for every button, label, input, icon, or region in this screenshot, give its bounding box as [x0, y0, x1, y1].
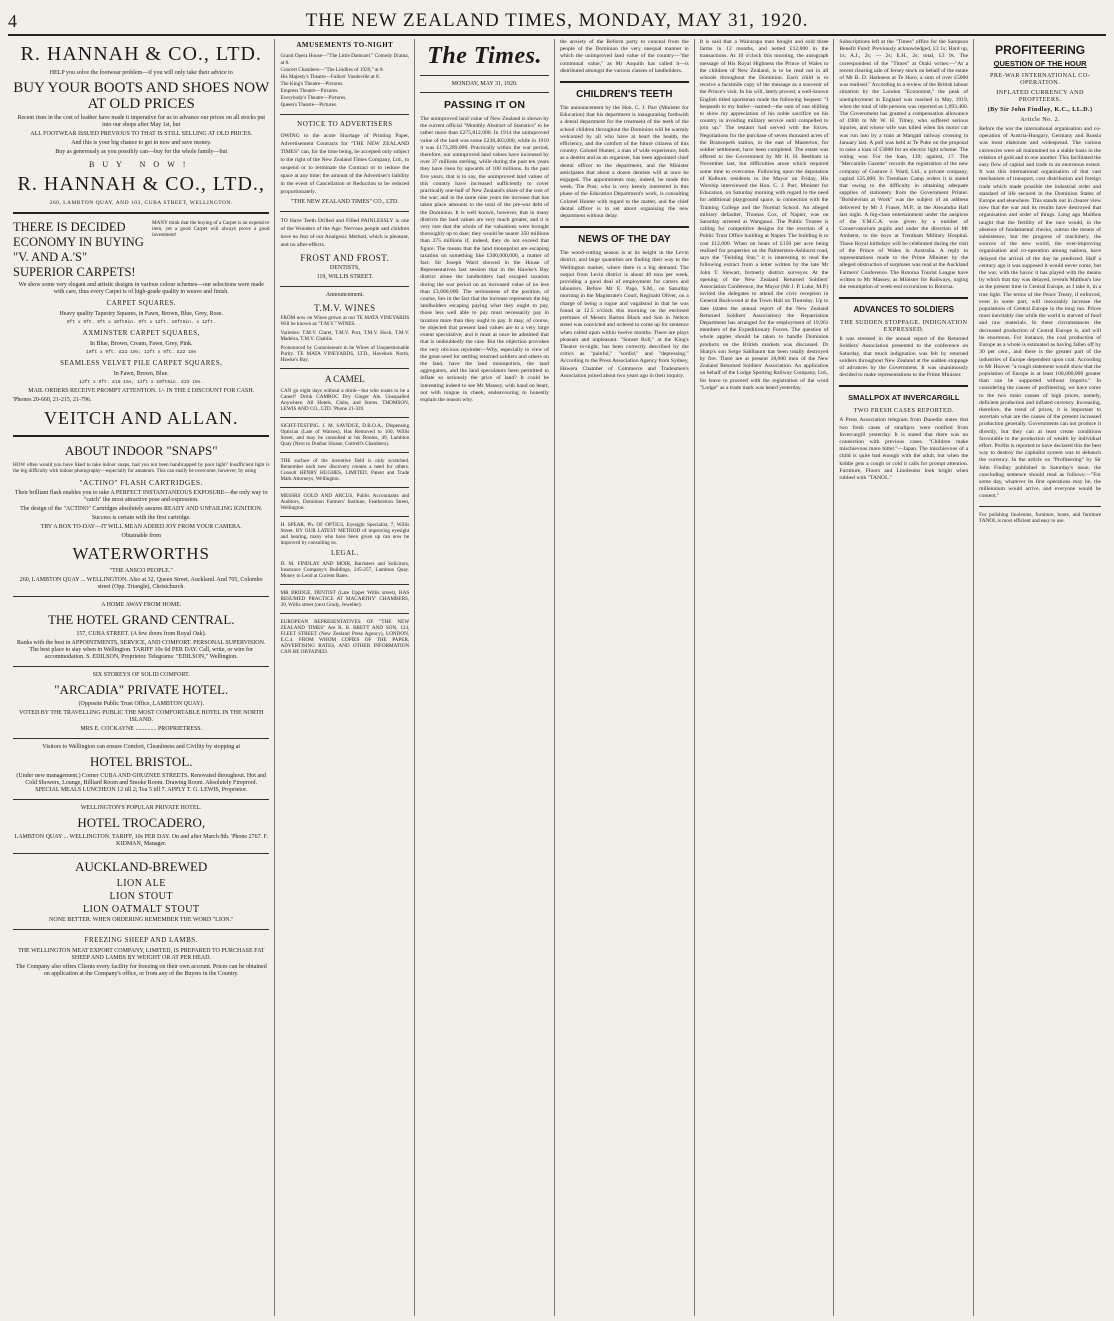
editorial-body: The unimproved land value of New Zealand is shown by the current official "Monthly Abstract of Statistics" to be rather more than £275,812,000. In 1914 the unimproved value of the land was some £238,403,000, while in 1910 it was £173,289,000. Practically within the war period, therefore, our unimproved land values have increased by over 37 millions sterling, while during the past ten years they have risen by upwards of 100 millions. In the past five years, that is to say, the unimproved land values of this country have increased sufficiently to cover practically one-half of New Zealand's share of the cost of the war; and in the same nine years the increase that has taken place amounts to the total of the pre-war debt of the Dominion. It is well known, however, that in many districts the land values are very much greater, and it is very rare that the whole of the valuations were brought thoroughly up to date; they would be nearer 350 millions than 275 millions if, indeed, they do not exceed that figure. The means that the land monopolist are escaping taxation on something like £300,000,000, a matter of fact. Sir Joseph Ward showed in the House of Representatives last session that in the Hawke's Bay district alone the landholders had escaped taxation during the war period on an increased value of no less than £3,000,000. The seriousness of the position, of course, lies in the fact that the increase represents the big landholders escaping paying what they ought to pay, those less well able to pay must necessarily pay in taxation more than they ought to pay. It may, of course, be objected that present land values are to a very large extent speculative; and it must at once be admitted that that is undoubtedly the case. But the objection provokes the very obvious rejoinder—Why, especially in view of the great need for settling returned soldiers and others on the land, have the land monopolists, the land aggregators, and the land speculators been permitted to inflate so seriously the price of land? It could be interesting indeed to see Mr Massey, with hand on heart, not with tongue in cheek, endeavouring to honestly explain the reason why. [420, 116, 549, 403]
tmv-varieties: Varieties: T.M.V. Claret, T.M.V. Port, T.M.V. Hock, T.M.V. Madeira, T.M.V. Chablis. [280, 330, 410, 342]
waterworths-tagline: "THE ANSCO PEOPLE." [109, 568, 173, 574]
hannah-ad-buy-now: BUY NOW! [89, 160, 194, 169]
freezing-note: The Company also offers Clients every facility for freezing on their own account. Prices can be obtained on application at the Company's office, or from any of the Buyers in the Country. [15, 964, 267, 977]
veitch-phones: 'Phones 20-660, 21-215, 21-796. [13, 397, 92, 403]
tanol-ad: For polishing linoleums, furniture, boots, and furniture TANOL is most efficient and easy to use. [979, 511, 1102, 524]
flash-ad-obtain: Obtainable from [121, 533, 161, 539]
flash-ad-try: TRY A BOX TO-DAY—IT WILL MEAN ADDED JOY FROM YOUR CAMERA. [40, 524, 242, 530]
velvet-prices: 12ft x 9ft. £19 15s; 12ft x 10ft6in. £23 10s. [79, 380, 204, 385]
freezing-body: THE WELLINGTON MEAT EXPORT COMPANY, LIMITED, IS PREPARED TO PURCHASE FAT SHEEP AND LAMBS BY WEIGHT OR AT PER HEAD. [18, 948, 265, 961]
hannah-ad-headline: BUY YOUR BOOTS AND SHOES NOW AT OLD PRICES [13, 80, 270, 112]
times-logo: The Times. [427, 43, 542, 69]
frost-name: FROST AND FROST. [300, 253, 390, 263]
profiteering-headline: PROFITEERING [995, 43, 1086, 57]
hannah-ad-address: 260, LAMBTON QUAY, AND 103, CUBA STREET, WELLINGTON. [49, 200, 233, 206]
hannah-ad-firm-2: R. HANNAH & CO., LTD., [17, 173, 265, 195]
optician-ad: SIGHT-TESTING. J. M. SAVIDGE, D.B.O.A., Dispensing Optician (Late of Warnes), Has Removed to 100, Willis Street, and may be consulted at his Rooms, 49, Lambton Quay (Next to Dunbar Sloane, Cottrell's Chambers). [280, 423, 410, 447]
spear-optics-ad: H. SPEAR, Ph. OF OPTICS, Eyesight Specialist, 7, Willis Street. BY OUR LATEST METHOD of improving eyesight and hearing, many who have been given up can now be improved by consulting us. [280, 522, 410, 546]
editorial-date: MONDAY, MAY 31, 1920. [451, 81, 518, 87]
carpet-ad [13, 220, 269, 280]
lion-none-better: NONE BETTER. WHEN ORDERING REMEMBER THE WORD "LION." [49, 917, 234, 923]
hannah-ad-buy-note: Buy as generously as you possibly can—buy for the whole family—but [55, 149, 228, 155]
grand-central-body: Ranks with the best in APPOINTMENTS, SERVICE, AND COMFORT. PERSONAL SUPERVISION. The best place to stay when in Wellington. TARIFF 10s 6d PER DAY. Call, write, or wire for accommodation. S. EDILSON, Proprietor. Telegrams: "EDILSON," Wellington. [17, 640, 266, 660]
editorial-headline: PASSING IT ON [443, 99, 526, 111]
profiteering-byline: (By Sir John Findlay, K.C., LL.D.) [987, 106, 1093, 113]
amusements-list [280, 53, 409, 109]
tmv-announcement: Announcement. [325, 292, 364, 298]
carpet-ad-headline: THERE IS DECIDED ECONOMY IN BUYING "V. AND A.'S" SUPERIOR CARPETS! [13, 220, 144, 279]
snaps-ad-headline: ABOUT INDOOR "SNAPS" [64, 443, 218, 458]
lion-stout: LION STOUT [109, 891, 173, 902]
velvet-heading: SEAMLESS VELVET PILE CARPET SQUARES, [60, 359, 223, 367]
actino-flash-title: "ACTINO" FLASH CARTRIDGES. [79, 478, 203, 487]
childrens-teeth-headline: CHILDREN'S TEETH [576, 89, 673, 101]
frost-ad-body: TO Have Teeth Drilled and Filled PAINLESSLY is one of the Wonders of the Age. Nervous people and children have no fear of our Analgesic Method, which is pleasant, and no after-effects. [280, 218, 410, 248]
hannah-ad-body: Recent rises in the cost of leather have made it imperative for us to advance our prices on all stocks put into our shops after May 1st, but [17, 115, 266, 128]
newspaper-title: THE NEW ZEALAND TIMES, MONDAY, MAY 31, 1920. [305, 10, 809, 31]
lion-oatmalt-stout: LION OATMALT STOUT [82, 904, 200, 915]
auckland-brewed: AUCKLAND-BREWED [75, 859, 208, 874]
news-column-6-body: Subscriptions left at the "Times" office for the Sampson Benefit Fund: Previously acknowledged, £3 1s; Hard up, 1s; A.J., 2s; — 2s; E.H., 2s; total, £3 9s. The correspondent of the "Times" at Otaki writes:—"At a recent clearing sale of Jersey stock on behalf of the estate of Mr B. D. Harkness at Te Horo, a sum of over £5000 was realised." According to a review of the British labour situation by the London "Economist," the peak of unemployment in England was reached in May, 1919, when the total of idle persons was reported as 1,093,400. The Government has granted a compensation allowance of £900 to Mr W. H. Tilney, who suffered serious injuries, and whose wife was killed when his motor car was run into by a train at Mangati railway crossing in January last. A poll was held at Te Puke on the proposal to raise a loan of £3000 for an electric light scheme. The voting was: For the loan, 139; against, 17. The "Mercantile Gazette" records the registration of the new company of Gustave J. Ward, Ltd., a private company, capital £25,000. In Trentham Camp orders it is stated that owing to the difficulty in obtaining adequate supplies of stationery from the Government Printer. "Bolshevism at Work" was the subject of an address delivered by Mr J. Fraser, M.P., in the Alexandra Hall last night. A big-class entertainment under the auspices of the Y.M.C.A. was given by a number of Conservatorium pupils and under the direction of Mr Amherst, to the boys at Trentham Military Hospital. Those Royal birthdays will be celebrated during the visit of the Prince of Wales in Australia. A reply to representations made to the Prime Minister by the alleged obstruction of surpluses was read at the Auckland Farmers' Conference. The Rotorua Tourist League have written to Mr Massey, as Minister for Railways, urging the resumption of week-end excursions to Rotorua. [839, 39, 969, 290]
smallpox-subheading: TWO FRESH CASES REPORTED. [853, 407, 954, 415]
camel-ad-body: CAN go eight days without a drink—but who wants to be a Camel? Drink CAMROC Dry Ginger Ale. Unequalled Anywhere. All Hotels, Clubs, and Stores. THOMSON, LEWIS AND CO., LTD. 'Phone 21-339. [280, 388, 410, 412]
trocadero-name: HOTEL TROCADERO, [77, 815, 206, 830]
hannah-ad-firm: R. HANNAH & CO., LTD. [20, 43, 262, 65]
hannah-ad-notice: ALL FOOTWEAR ISSUED PREVIOUS TO THAT IS STILL SELLING AT OLD PRICES. [30, 131, 253, 137]
trocadero-intro: WELLINGTON'S POPULAR PRIVATE HOTEL. [80, 805, 202, 811]
mail-orders-note: MAIL ORDERS RECEIVE PROMPT ATTENTION. 1/- IN THE £ DISCOUNT FOR CASH. [28, 388, 255, 394]
notice-signature: "THE NEW ZEALAND TIMES" CO., LTD. [290, 199, 399, 205]
veitch-allan-name: VEITCH AND ALLAN. [43, 408, 239, 428]
axminster-colours: In Blue, Brown, Cream, Fawn, Grey, Pink. [89, 341, 193, 347]
editorial-continued: the anxiety of the Reform party to conceal from the people of the Dominion the very unequal manner in which the unimproved land value of the country—"the communal value," as Mr Asquith has called it—is distributed amongst the various classes of landholders. [559, 39, 689, 74]
frost-subtitle: DENTISTS, [329, 265, 360, 271]
amusement-item: Queen's Theatre—Pictures. [280, 102, 338, 108]
freezing-heading: FREEZING SHEEP AND LAMBS. [84, 936, 198, 944]
smallpox-body: A Press Association telegram from Dunedin states that two fresh cases of smallpox were notified from Invercargill yesterday. It is stated that there was no connection with previous cases. "Children make mischievous more bitter."—Japan. The mischievous of a child is quite bad enough with the adult, but when the kiddie gets a cough or cold it calls for prompt attention. Furniture, Floors and Linoleums look bright when rubbed with "TANOL." [839, 417, 969, 481]
trocadero-body: LAMBTON QUAY ... WELLINGTON. TARIFF, 10s PER DAY. On and after March 8th. 'Phone 2767. F. KIDMAN, Manager. [14, 834, 268, 847]
column-1-advertisements [8, 39, 275, 1316]
column-4-news [555, 39, 695, 1316]
page-number: 4 [8, 10, 17, 31]
velvet-colours: In Fawn, Brown, Blue. [113, 371, 169, 377]
carpet-squares-colours: Heavy quality Tapestry Squares, in Fawn, Brown, Blue, Grey, Rose. [59, 311, 224, 317]
flash-ad-success: Success is certain with the first cartridge. [91, 515, 191, 521]
amusement-item: Empress Theatre—Pictures. [280, 88, 339, 94]
arcadia-voted: VOTED BY THE TRAVELLING PUBLIC THE MOST COMFORTABLE HOTEL IN THE NORTH ISLAND. [18, 710, 264, 723]
arcadia-address: (Opposite Public Trust Office, LAMBTON QUAY). [78, 701, 204, 707]
carpet-squares-heading: CARPET SQUARES. [106, 299, 177, 307]
profiteering-subheadline: QUESTION OF THE HOUR [993, 59, 1087, 68]
smallpox-headline: SMALLPOX AT INVERCARGILL [848, 393, 960, 403]
childrens-teeth-body: The announcement by the Hon. C. J. Parr (Minister for Education) that his department is inaugurating forthwith a dental department for the treatment of the teeth of the school children throughout the Dominion will be warmly welcomed by all who have at heart the health, the efficiency, and the comfort of the future citizens of this country. Colonel Hunter, a man of wide experience, both as a dentist and as an organiser, has been appointed chief dental officer to the department, and the Minister anticipates that about a dozen dentists will at once be engaged. The appointments may, indeed, be made this week. The Post, who is very keenly interested in this phase of the Education Department's work, is consulting Colonel Hunter with regard to the matter, and the chief dental officer is to set about organising the new department without delay. [559, 105, 689, 220]
axminster-heading: AXMINSTER CARPET SQUARES, [82, 329, 200, 337]
advances-subheading: THE SUDDEN STOPPAGE. INDIGNATION EXPRESSED. [840, 319, 968, 334]
masthead [8, 8, 1106, 36]
carpet-ad-body: We show some very elegant and artistic designs in various colour schemes—our selections were made with care, thus every Carpet is of high-grade quality in weave and finish. [18, 282, 264, 295]
amusement-item: Everybody's Theatre—Pictures. [280, 95, 347, 101]
patents-ad: THE surface of the inventive field is only scratched. Remember each new discovery creates a need for others. Consult HENRY HUGHES, LIMITED, Patent and Trade Mark Attorneys, Wellington. [280, 458, 410, 482]
grand-central-address: 157, CUBA STREET. (A few doors from Royal Oak). [76, 631, 207, 637]
amusement-item: The King's Theatre—Pictures. [280, 81, 344, 87]
arcadia-name: "ARCADIA" PRIVATE HOTEL. [54, 682, 229, 697]
axminster-prices: 10ft x 9ft. £22 10s; 12ft x 9ft. £22 10s [86, 350, 197, 355]
arcadia-proprietress: MRS E. COCKAYNE .............. PROPRIETRESS. [80, 726, 203, 732]
amusement-item: Concert Chambers—"The Lindlies of 1920," at 8. [280, 67, 384, 73]
bristol-intro: Visitors to Wellington can ensure Comfort, Cleanliness and Civility by stopping at [42, 744, 241, 750]
grand-central-name: THE HOTEL GRAND CENTRAL. [47, 612, 235, 627]
profiteering-subheading-1: PRE-WAR INTERNATIONAL CO-OPERATION. [990, 72, 1091, 86]
home-away-line: A HOME AWAY FROM HOME. [101, 602, 182, 608]
hannah-ad-chance: And this is your big chance to get in now and save money. [71, 140, 212, 146]
lion-ale: LION ALE [116, 878, 166, 889]
tmv-wines-title: T.M.V. WINES [314, 303, 376, 313]
column-3-editorial [415, 39, 555, 1316]
flash-ad-body: Their brilliant flash enables you to take A PERFECT INSTANTANEOUS EXPOSURE—the only way to "catch" the most attractive pose and expression. [14, 490, 268, 503]
column-6-news [834, 39, 974, 1316]
advances-body: It was stressed in the annual report of the Returned Soldiers' Association presented to the conference on Saturday, that much indignation was felt by returned soldiers throughout New Zealand at the sudden stoppage of advances by the Government. It was unanimously decided to make representations to the Prime Minister. [839, 336, 969, 379]
flash-ad-design: The design of the "ACTINO" Cartridges absolutely assures READY AND UNFAILING IGNITION. [20, 506, 263, 512]
waterworths-address: 260, LAMBTON QUAY ... WELLINGTON. Also at 32, Queen Street, Auckland. And 705, Colombo street (Opp. Triangle), Christchurch. [19, 577, 263, 590]
news-of-the-day-body: The wood-cutting season is at its height in the Levin district, and large quantities are finding their way to the Wellington market, where there is a big demand. The output from Levin district is about 40 tons per week, providing a good deal of employment for carters and labourers. Before Mr E. Page, S.M., on Saturday morning in the Magistrate's Court, Reginald Oliver, on a charge of being a rogue and vagabond in that he was found at 12.5 o'clock this morning on the enclosed premises of Messrs Barton Black and Son in Nelson street was convicted and ordered to come up for sentence when called upon within twelve months. There are plays pleasant and unpleasant. "Sunset Roll," at the King's Theatre to-night, has been correctly described by the critics as "painful," "sordid," and "depressing." According to the Press Association Agency from Sydney, Hawera Chamber of Commerce and Tradesmen's Association joined about two years ago in their inquiry. [559, 250, 689, 379]
amusement-item: His Majesty's Theatre—Fullers' Vaudeville at 8. [280, 74, 380, 80]
camel-ad-headline: A CAMEL [324, 374, 365, 384]
european-representatives-ad: EUROPEAN REPRESENTATIVES OF "THE NEW ZEALAND TIMES" Are R. B. BRETT AND SON, 124, FLEET STREET (New Zealand Press Agency), LONDON, E.C.4. FROM WHOM COPIES OF THE PAPER, ADVERTISING RATES, AND OTHER INFORMATION CAN BE OBTAINED. [280, 619, 410, 655]
legal-heading: LEGAL. [331, 549, 359, 557]
carpet-ad-side-text: MANY think that the buying of a Carpet is an expensive item, yet a good Carpet will always prove a good investment! [152, 220, 270, 238]
bridge-dentist-ad: MR BRIDGE, DENTIST (Late Upper Willis street), HAS RESUMED PRACTICE AT MACARTHY' CHAMBERS, 30, Willis street (next Grady, Jeweller). [280, 590, 410, 608]
amusements-heading: AMUSEMENTS TO-NIGHT [296, 41, 394, 49]
frost-address: 119, WILLIS STREET. [316, 274, 374, 280]
notice-body: OWING to the acute Shortage of Printing Paper, Advertisement Contracts for "THE NEW ZEALAND TIMES" can, for the time being, be accepted only subject to the right of the New Zealand Times Company, Ltd., to suspend or to terminate the Contract or to reduce the space at any time; the amount of the Advertiser's liability in the event of Cancellation or Reduction to be reduced proportionately. [280, 133, 410, 195]
carpet-squares-prices: 9ft x 9ft. 9ft x 10ft6in. 9ft x 12ft. 10ft6in. x 12ft. [66, 320, 216, 325]
bristol-name: HOTEL BRISTOL. [89, 754, 193, 769]
news-column-5-body: It is said that a Wairarapa man bought and sold three farms in 12 months, and netted £12,000 in the transactions. At 10 o'clock this morning, the autograph message of His Royal Highness the Prince of Wales to the children of New Zealand, is to be read out in all schools throughout the Dominion. Each child is to receive a facsimile copy of the message as a souvenir of the Prince's visit. In his will, lately proved, a well-known English titled sportsman made the following bequest: "I bequeath to my butler—named—the sum of one shilling to show my appreciation of his noble sacrifice on his country in avoiding military service until compelled to join up." The testator had served with the forces. Negotiations for the purchase of seven thousand acres of the Brancepeth station, in the east of Masterton, for soldier settlement, have been completed. The estate was offered to the Government by Mr H. H. Beetham in November last, but difficulties arose which required some time to overcome. Following upon the deputation of Kelburn residents to the Mayor on Friday, His Worship interviewed the Hon. C. J. Parr, Minister for Education, on Saturday morning with regard to the need for additional playground space, in connection with the Training College and the Normal School. An alleged military defaulter, Thomas Cox, of Napier, was on Saturday arrested at Wanganui. The Public Trustee is calling for competitive designs for the erection of a Public Trust Office building at Napier. The building is to cost £12,000. When on heats of £150 per acre being realised for properties on the Palmerston-Ashhurst road, says the "Feilding Star," it is interesting to read the following extract from a letter written by the late Mr John T. Stewart, formerly district surveyor. At the opening of the New Zealand Returned Soldiers' Association Conference, the Mayor (Mr J. P. Luke, M.P.) invited the delegates to attend the civic reception in General Buckwood at the Town Hall on Thursday. Up to date (states the annual report of the New Zealand Returned Soldiers' Association) the Repatriation Department has arranged for the employment of 19,961 members of the Expeditionary Forces. The question of whole apples should be taken to handle Dominion products on the British markets was discussed. Dr Sharp's son Serge Sahlbaum has been totally destroyed by fire. There are at present 18,000 men of the New Zealand Returned Soldiers' Association. An application on behalf of the Lodge Sporting Railway Company, Ltd., for leave to proceed with the registration of the word "Lodge" as a trade mark was heard yesterday. [699, 39, 829, 391]
profiteering-body: Before the war the international organisation and co-operation of Austria-Hungary, Germany and Russia was most elaborate and widespread. The various currencies were all maintained on a stable basis in the relation of gold and to one another. This facilitated the easy flow of capital and trade to an enormous extent. It was this international organisation of that vast mechanism of transport, cost distribution and foreign trade which made possible the industrial order and standard of life secured in the Dominion States of Europe and elsewhere. This stands out in clearer view now that the war and its results have destroyed that organisation and order of things. Long ago Malthus taught that the fertility of the race would, in the absence of fundamental checks, outrun the means of subsistence, but the progress of machinery, the sources of the new world, the ever-improving organisation and co-operation among nations, have delayed the arrival of the day he predicted. Half a century ago it was supposed it would never come, but the war, with the havoc it has played with the means by which that day was delayed, reveals Malthus's law as the present time in Central Europe, as I take it, in a true light. The terms of the Peace Treaty, if enforced, even in some part, will inexorably increase the populations of Central Europe in the long run. Prices must inevitably rise while the world is starved of food and raw materials. In these circumstances the decreased production of Central Europe is, and will be enormous. For instance, the coal production of Europe as a whole is estimated as having fallen off by 30 per cent., and there is the greater part of the industries of Europe dependent upon coal. According to Mr Hoover "a rough statement would show that the population of Europe is at least 100,000,000 greater than can be supported without imports." In considering the causes of profiteering, we have come to the two main causes of high prices, namely, deficient production and inflated currency. Increasing, therefore, the trend of prices, it is important to ascertain what are the causes of the present increased production generally. Governments can not produce it directly, but they can at least create conditions favourable to the production of wealth by individual effort. Profits is reported to have declared this the best way to destroy the capitalist system was to debauch the currency. In the article on "Profiteering" by Sir John Findlay published in Saturday's issue, the concluding sentence should read as follows:—"For some day, whatever its first operations may be, the millennium would arrive, and everyone would be content." [979, 126, 1102, 500]
column-7-profiteering [974, 39, 1106, 1316]
profiteering-article-number: Article No. 2. [1020, 116, 1060, 123]
profiteering-subheading-2: INFLATED CURRENCY AND PROFITEERS. [996, 89, 1084, 103]
columns [8, 39, 1106, 1316]
column-2-small-ads [275, 39, 415, 1316]
column-5-news [695, 39, 835, 1316]
advances-headline: ADVANCES TO SOLDIERS [853, 305, 955, 315]
hannah-ad-intro: HELP you solve the footwear problem—if you will only take their advice to [49, 70, 233, 76]
tmv-body: FROM now on Wines grown at our TE MATA VINEYARDS Will be known as "T.M.V." WINES. [280, 315, 410, 327]
accountants-ad: MESSRS GOLD AND ARCUS, Public Accountants and Auditors, Dominion Farmers' Institute, Featherston Street, Wellington. [280, 493, 410, 511]
findlay-moir-ad: D. M. FINDLAY AND MOIR, Barristers and Solicitors, Insurance Company's Buildings, 245-257, Lambton Quay. Money to Lend at Current Rates. [280, 561, 410, 579]
snaps-ad-body: HOW often would you have liked to take indoor snaps, had you not been handicapped by poor light? Insufficient light is the big difficulty with indoor photography—especially for amateurs. This can easily be overcome, however, by using [13, 462, 270, 474]
six-storeys-line: SIX STOREYS OF SOLID COMFORT. [92, 672, 190, 678]
waterworths-name: WATERWORTHS [72, 544, 210, 563]
bristol-body: (Under new management.) Corner CUBA AND GHUZNEE STREETS. Renovated throughout. Hot and Cold Showers, Lounge, Billiard Room and Smoke Room. Drawing Room. Absolutely Fireproof. SPECIAL MEALS LUNCHEON 12 till 2; Tea 5 till 7. APPLY T. G. LEWIS, Proprietor. [16, 773, 267, 793]
notice-heading: NOTICE TO ADVERTISERS [297, 120, 393, 128]
tmv-note: Pronounced by Connoisseurs to be Wines of Unquestionable Purity. TE MATA VINEYARDS, LTD., Havelock North, Hawke's Bay. [280, 345, 410, 363]
news-of-the-day-headline: NEWS OF THE DAY [578, 234, 671, 246]
amusement-item: Grand Opera House—"The Little Damozel." Comedy Drama, at 8. [280, 53, 409, 66]
